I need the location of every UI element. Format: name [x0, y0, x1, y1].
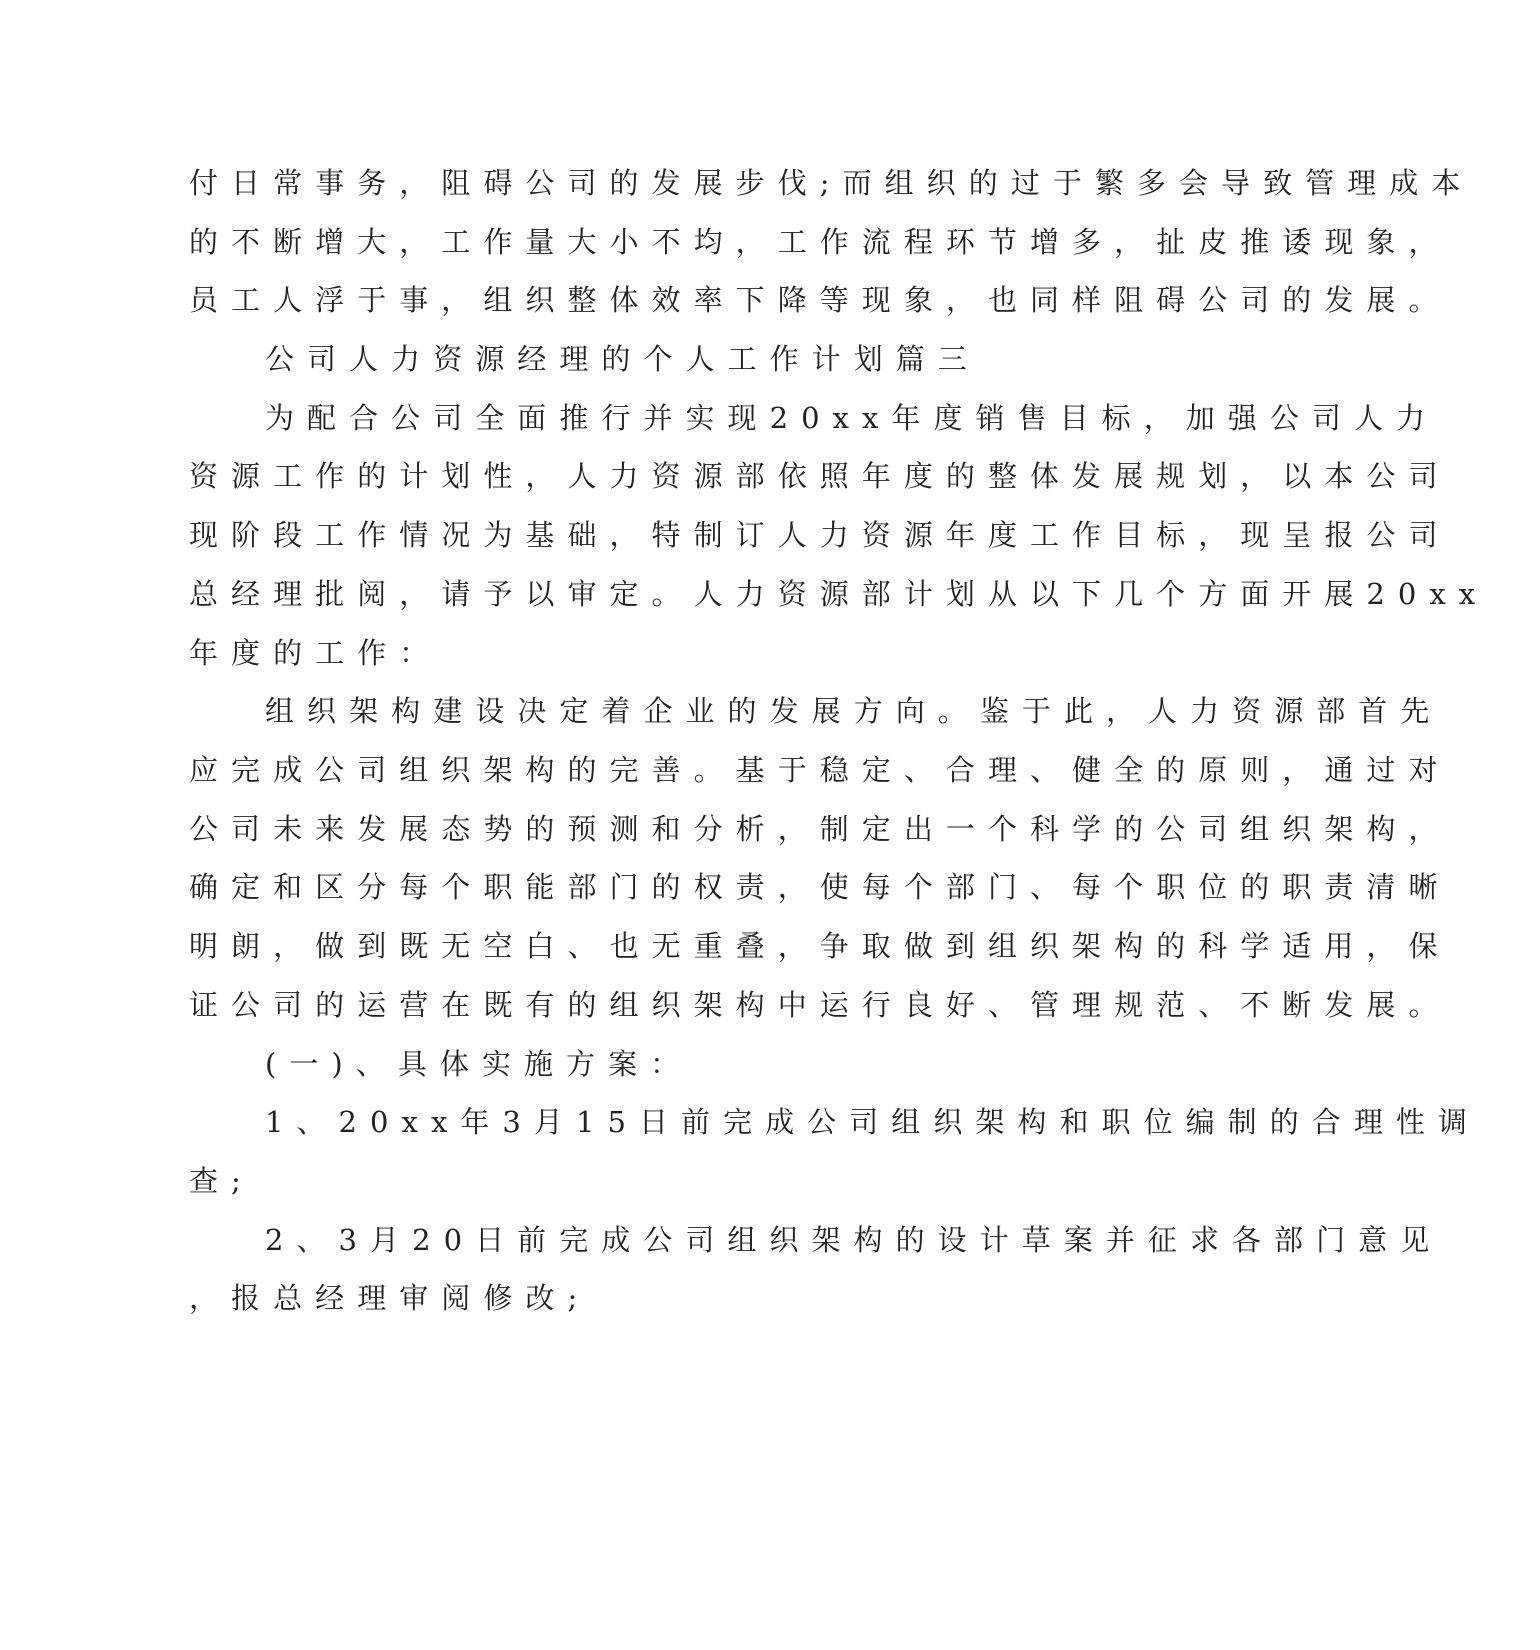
text-line: 公司未来发展态势的预测和分析，制定出一个科学的公司组织架构，	[189, 812, 1451, 846]
text-line: 确定和区分每个职能部门的权责，使每个部门、每个职位的职责清晰	[189, 870, 1451, 904]
text-line: 明朗，做到既无空白、也无重叠，争取做到组织架构的科学适用，保	[189, 929, 1451, 963]
text-line: 付日常事务，阻碍公司的发展步伐;而组织的过于繁多会导致管理成本	[189, 166, 1474, 200]
section-heading: 公司人力资源经理的个人工作计划篇三	[265, 342, 980, 376]
text-line: 资源工作的计划性，人力资源部依照年度的整体发展规划，以本公司	[189, 459, 1451, 493]
text-line: 员工人浮于事，组织整体效率下降等现象，也同样阻碍公司的发展。	[189, 283, 1451, 317]
list-item: 2、3月20日前完成公司组织架构的设计草案并征求各部门意见	[265, 1223, 1443, 1257]
list-item: 1、20xx年3月15日前完成公司组织架构和职位编制的合理性调	[265, 1105, 1480, 1139]
list-item-continuation: 查;	[189, 1164, 254, 1198]
text-line: 年度的工作：	[189, 636, 442, 670]
text-line: 证公司的运营在既有的组织架构中运行良好、管理规范、不断发展。	[189, 988, 1451, 1022]
list-heading: (一)、具体实施方案：	[265, 1047, 693, 1081]
text-line: 总经理批阅，请予以审定。人力资源部计划从以下几个方面开展20xx	[189, 577, 1489, 611]
text-line: 现阶段工作情况为基础，特制订人力资源年度工作目标，现呈报公司	[189, 518, 1451, 552]
text-line: 组织架构建设决定着企业的发展方向。鉴于此，人力资源部首先	[265, 694, 1443, 728]
list-item-continuation: ，报总经理审阅修改;	[189, 1281, 591, 1315]
text-line: 应完成公司组织架构的完善。基于稳定、合理、健全的原则，通过对	[189, 753, 1451, 787]
text-line: 为配合公司全面推行并实现20xx年度销售目标，加强公司人力	[265, 401, 1439, 435]
text-line: 的不断增大，工作量大小不均，工作流程环节增多，扯皮推诿现象，	[189, 225, 1451, 259]
